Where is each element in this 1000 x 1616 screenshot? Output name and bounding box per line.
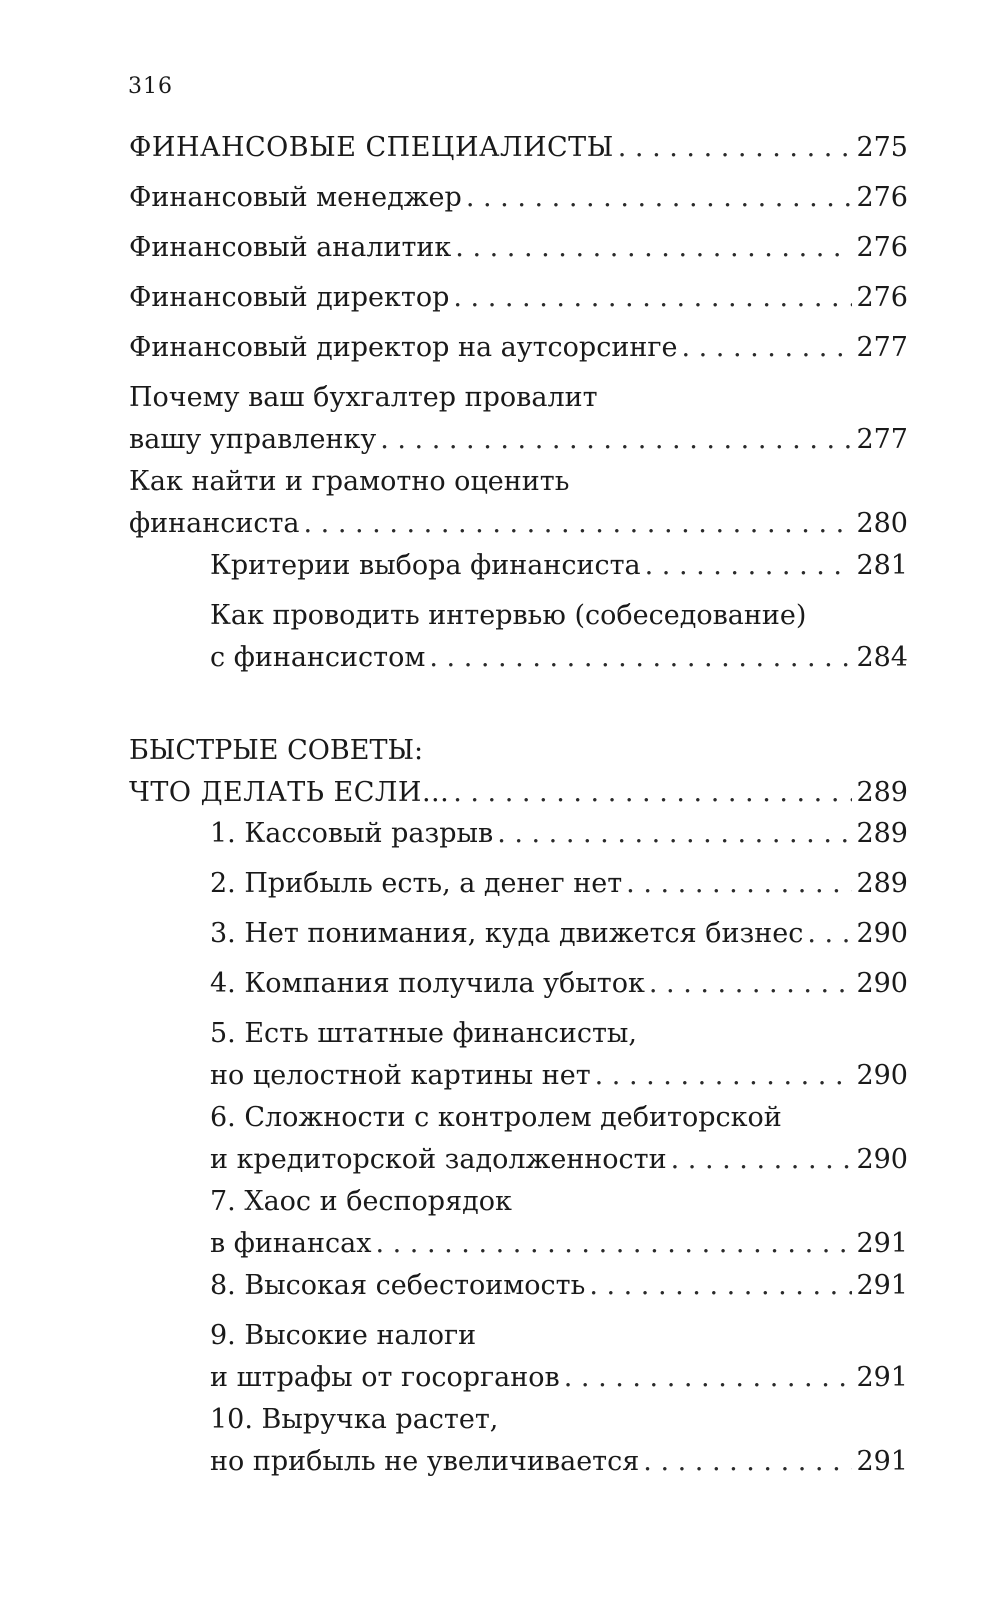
toc-entry-title: ЧТО ДЕЛАТЬ ЕСЛИ... <box>129 777 450 808</box>
toc-entry-quick-tips[interactable] <box>129 730 908 814</box>
toc-entry-title: в финансах <box>210 1228 372 1259</box>
toc-entry-high-cost[interactable] <box>210 1265 908 1307</box>
toc-entry-title: Финансовый аналитик <box>129 232 452 263</box>
toc-entry-title: Финансовый менеджер <box>129 182 462 213</box>
toc-entry-title-line: 6. Сложности с контролем дебиторской <box>210 1102 782 1133</box>
dot-leader <box>643 1441 852 1483</box>
toc-entry-title: 4. Компания получила убыток <box>210 968 645 999</box>
toc-page-number: 276 <box>856 182 908 213</box>
toc-entry-title-line: Как проводить интервью (собеседование) <box>210 600 807 631</box>
toc-entry-title-line: Как найти и грамотно оценить <box>129 466 570 497</box>
dot-leader <box>807 913 852 955</box>
toc-entry-title-line: 10. Выручка растет, <box>210 1404 499 1435</box>
toc-entry-outsourced-director[interactable] <box>129 327 908 369</box>
toc-entry-financial-analyst[interactable] <box>129 227 908 269</box>
toc-entry-title: 1. Кассовый разрыв <box>210 818 494 849</box>
toc-page-number: 281 <box>856 550 908 581</box>
toc-entry-title: с финансистом <box>210 642 426 673</box>
toc-entry-title: и кредиторской задолженности <box>210 1144 667 1175</box>
toc-entry-title: но целостной картины нет <box>210 1060 591 1091</box>
toc-page-number: 284 <box>856 642 908 673</box>
toc-page-number: 291 <box>856 1362 908 1393</box>
dot-leader <box>466 177 853 219</box>
toc-entry-title: финансиста <box>129 508 300 539</box>
toc-entry-find-financier[interactable] <box>129 461 908 545</box>
toc-entry-selection-criteria[interactable] <box>210 545 908 587</box>
toc-entry-title: вашу управленку <box>129 424 377 455</box>
toc-entry-title-line: Почему ваш бухгалтер провалит <box>129 382 598 413</box>
dot-leader <box>497 813 852 855</box>
toc-page-number: 276 <box>856 232 908 263</box>
dot-leader <box>429 637 852 679</box>
dot-leader <box>455 227 852 269</box>
toc-page-number: 291 <box>856 1446 908 1477</box>
dot-leader <box>453 772 852 814</box>
dot-leader <box>671 1139 853 1181</box>
toc-entry-no-direction[interactable] <box>210 913 908 955</box>
dot-leader <box>645 545 853 587</box>
toc-page-number: 276 <box>856 282 908 313</box>
toc-entry-loss[interactable] <box>210 963 908 1005</box>
toc-entry-title-line: 7. Хаос и беспорядок <box>210 1186 512 1217</box>
toc-entry-high-taxes[interactable] <box>210 1315 908 1399</box>
dot-leader <box>304 503 853 545</box>
toc-entry-cash-gap[interactable] <box>210 813 908 855</box>
dot-leader <box>380 419 852 461</box>
toc-entry-financial-manager[interactable] <box>129 177 908 219</box>
toc-page-number: 291 <box>856 1228 908 1259</box>
toc-entry-title: и штрафы от госорганов <box>210 1362 560 1393</box>
toc-entry-receivables[interactable] <box>210 1097 908 1181</box>
toc-entry-chaos[interactable] <box>210 1181 908 1265</box>
toc-entry-title: 8. Высокая себестоимость <box>210 1270 586 1301</box>
dot-leader <box>626 863 852 905</box>
dot-leader <box>589 1265 852 1307</box>
toc-page-number: 289 <box>856 868 908 899</box>
toc-entry-staff-financiers[interactable] <box>210 1013 908 1097</box>
toc-entry-title: ФИНАНСОВЫЕ СПЕЦИАЛИСТЫ <box>129 132 614 163</box>
toc-entry-title: 3. Нет понимания, куда движется бизнес <box>210 918 804 949</box>
toc-page-number: 280 <box>856 508 908 539</box>
toc-entry-title-line: 5. Есть штатные финансисты, <box>210 1018 637 1049</box>
toc-entry-financial-director[interactable] <box>129 277 908 319</box>
toc-page-number: 289 <box>856 818 908 849</box>
toc-entry-title: 2. Прибыль есть, а денег нет <box>210 868 623 899</box>
toc-entry-profit-no-money[interactable] <box>210 863 908 905</box>
toc-page-number: 290 <box>856 918 908 949</box>
dot-leader <box>453 277 852 319</box>
toc-page-number: 290 <box>856 1144 908 1175</box>
toc-entry-revenue-grows[interactable] <box>210 1399 908 1483</box>
toc-page-number: 290 <box>856 968 908 999</box>
toc-entry-financial-specialists[interactable] <box>129 127 908 169</box>
toc-page-number: 291 <box>856 1270 908 1301</box>
toc-page-number: 289 <box>856 777 908 808</box>
dot-leader <box>375 1223 852 1265</box>
toc-page-number: 277 <box>856 424 908 455</box>
toc-entry-interview[interactable] <box>210 595 908 679</box>
toc-entry-title: Критерии выбора финансиста <box>210 550 641 581</box>
dot-leader <box>618 127 853 169</box>
toc-entry-title-line: БЫСТРЫЕ СОВЕТЫ: <box>129 735 424 766</box>
toc-page-number: 275 <box>856 132 908 163</box>
dot-leader <box>681 327 852 369</box>
toc-entry-accountant-fails[interactable] <box>129 377 908 461</box>
page-number: 316 <box>128 74 173 99</box>
dot-leader <box>649 963 853 1005</box>
toc-entry-title-line: 9. Высокие налоги <box>210 1320 477 1351</box>
toc-page-number: 290 <box>856 1060 908 1091</box>
toc-entry-title: Финансовый директор <box>129 282 450 313</box>
toc-entry-title: но прибыль не увеличивается <box>210 1446 640 1477</box>
dot-leader <box>595 1055 853 1097</box>
toc-entry-title: Финансовый директор на аутсорсинге <box>129 332 678 363</box>
dot-leader <box>564 1357 853 1399</box>
toc-page-number: 277 <box>856 332 908 363</box>
